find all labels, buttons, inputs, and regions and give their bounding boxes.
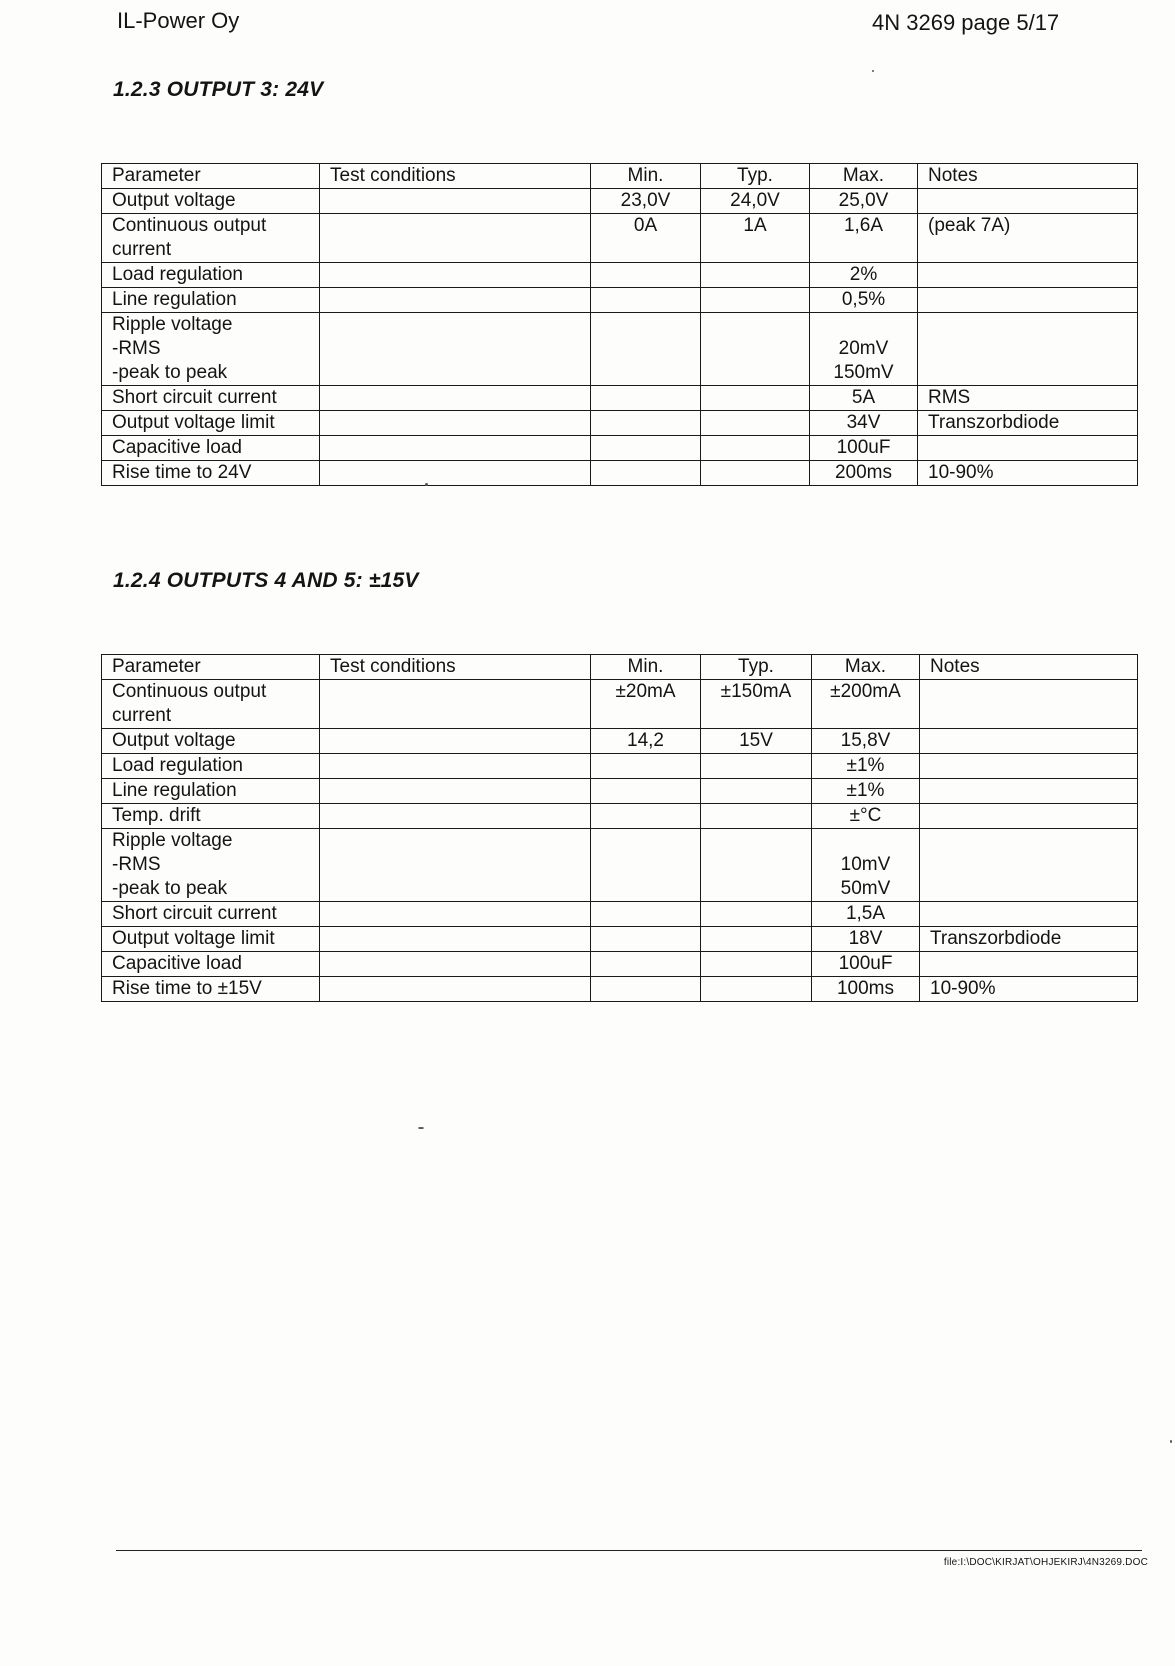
scan-speck (418, 1127, 424, 1129)
cell-max: 18V (812, 927, 920, 952)
cell-notes (918, 313, 1138, 386)
cell-parameter: Short circuit current (102, 386, 320, 411)
cell-typ (701, 927, 812, 952)
table-row (102, 680, 1138, 729)
cell-parameter: Output voltage limit (102, 411, 320, 436)
cell-min (591, 313, 701, 386)
cell-min (591, 804, 701, 829)
cell-conditions (320, 436, 591, 461)
section-title-outputs-4-5: 1.2.4 OUTPUTS 4 AND 5: ±15V (113, 569, 419, 592)
table-row (102, 386, 1138, 411)
column-header: Typ. (701, 655, 812, 680)
cell-max: 5A (810, 386, 918, 411)
footer-file-path: file:I:\DOC\KIRJAT\OHJEKIRJ\4N3269.DOC (943, 1557, 1148, 1568)
cell-notes (920, 729, 1138, 754)
cell-notes (918, 436, 1138, 461)
cell-max: 10mV 50mV (812, 829, 920, 902)
cell-notes (920, 829, 1138, 902)
cell-notes (920, 779, 1138, 804)
cell-typ (701, 313, 810, 386)
cell-max: ±200mA (812, 680, 920, 729)
cell-notes (920, 952, 1138, 977)
cell-typ (701, 461, 810, 486)
cell-parameter: Output voltage (102, 189, 320, 214)
cell-notes (920, 680, 1138, 729)
cell-max: 200ms (810, 461, 918, 486)
table-row (102, 436, 1138, 461)
cell-typ: ±150mA (701, 680, 812, 729)
cell-max: 0,5% (810, 288, 918, 313)
cell-parameter: Line regulation (102, 779, 320, 804)
table-row (102, 754, 1138, 779)
cell-conditions (320, 313, 591, 386)
table-row (102, 189, 1138, 214)
cell-notes: 10-90% (920, 977, 1138, 1002)
scan-speck (872, 70, 874, 72)
table-header-row (102, 164, 1138, 189)
cell-conditions (320, 263, 591, 288)
cell-notes (918, 288, 1138, 313)
cell-parameter: Load regulation (102, 754, 320, 779)
cell-notes: Transzorbdiode (920, 927, 1138, 952)
cell-max: 20mV 150mV (810, 313, 918, 386)
cell-max: ±°C (812, 804, 920, 829)
cell-min (591, 779, 701, 804)
table-row (102, 902, 1138, 927)
cell-typ: 1A (701, 214, 810, 263)
cell-min (591, 461, 701, 486)
cell-conditions (320, 288, 591, 313)
cell-notes: 10-90% (918, 461, 1138, 486)
cell-notes: (peak 7A) (918, 214, 1138, 263)
cell-parameter: Capacitive load (102, 952, 320, 977)
cell-conditions (320, 779, 591, 804)
cell-min (591, 386, 701, 411)
table-row (102, 263, 1138, 288)
company-name: IL-Power Oy (117, 8, 240, 33)
cell-min (591, 829, 701, 902)
table-row (102, 288, 1138, 313)
table-row (102, 214, 1138, 263)
cell-typ (701, 779, 812, 804)
cell-min (591, 902, 701, 927)
cell-parameter: Output voltage (102, 729, 320, 754)
cell-parameter: Ripple voltage -RMS -peak to peak (102, 313, 320, 386)
cell-conditions (320, 411, 591, 436)
cell-parameter: Line regulation (102, 288, 320, 313)
cell-typ (701, 902, 812, 927)
cell-typ (701, 829, 812, 902)
cell-typ (701, 263, 810, 288)
column-header: Test conditions (320, 164, 591, 189)
column-header: Min. (591, 164, 701, 189)
scan-speck (1170, 1440, 1172, 1443)
table-row (102, 829, 1138, 902)
cell-typ (701, 952, 812, 977)
cell-typ: 24,0V (701, 189, 810, 214)
cell-parameter: Capacitive load (102, 436, 320, 461)
spec-table-output-3 (101, 163, 1138, 486)
cell-min: 0A (591, 214, 701, 263)
spec-table-outputs-4-5 (101, 654, 1138, 1002)
cell-min (591, 952, 701, 977)
cell-notes (920, 804, 1138, 829)
cell-conditions (320, 386, 591, 411)
cell-notes: RMS (918, 386, 1138, 411)
table-row (102, 461, 1138, 486)
cell-notes: Transzorbdiode (918, 411, 1138, 436)
cell-conditions (320, 729, 591, 754)
cell-parameter: Continuous output current (102, 680, 320, 729)
table-header-row (102, 655, 1138, 680)
column-header: Parameter (102, 655, 320, 680)
cell-typ (701, 288, 810, 313)
cell-max: 25,0V (810, 189, 918, 214)
cell-conditions (320, 902, 591, 927)
cell-typ (701, 804, 812, 829)
column-header: Notes (920, 655, 1138, 680)
cell-parameter: Temp. drift (102, 804, 320, 829)
cell-min: 23,0V (591, 189, 701, 214)
cell-conditions (320, 189, 591, 214)
cell-typ (701, 977, 812, 1002)
cell-parameter: Rise time to ±15V (102, 977, 320, 1002)
cell-conditions (320, 461, 591, 486)
cell-parameter: Continuous output current (102, 214, 320, 263)
cell-conditions (320, 927, 591, 952)
cell-parameter: Rise time to 24V (102, 461, 320, 486)
column-header: Min. (591, 655, 701, 680)
cell-min (591, 754, 701, 779)
cell-max: 15,8V (812, 729, 920, 754)
cell-max: 34V (810, 411, 918, 436)
cell-min (591, 411, 701, 436)
cell-min (591, 927, 701, 952)
table-row (102, 313, 1138, 386)
column-header: Notes (918, 164, 1138, 189)
column-header: Parameter (102, 164, 320, 189)
table-row (102, 729, 1138, 754)
cell-typ: 15V (701, 729, 812, 754)
cell-typ (701, 436, 810, 461)
column-header: Typ. (701, 164, 810, 189)
cell-typ (701, 411, 810, 436)
table-row (102, 927, 1138, 952)
cell-typ (701, 754, 812, 779)
cell-min: 14,2 (591, 729, 701, 754)
cell-notes (920, 754, 1138, 779)
cell-conditions (320, 754, 591, 779)
cell-min (591, 263, 701, 288)
cell-min (591, 436, 701, 461)
cell-conditions (320, 952, 591, 977)
cell-max: 100uF (812, 952, 920, 977)
cell-parameter: Short circuit current (102, 902, 320, 927)
cell-parameter: Load regulation (102, 263, 320, 288)
column-header: Test conditions (320, 655, 591, 680)
table-row (102, 977, 1138, 1002)
cell-parameter: Output voltage limit (102, 927, 320, 952)
cell-max: 1,6A (810, 214, 918, 263)
table-row (102, 952, 1138, 977)
cell-notes (918, 189, 1138, 214)
cell-max: 100uF (810, 436, 918, 461)
cell-conditions (320, 680, 591, 729)
scan-speck (425, 483, 428, 486)
column-header: Max. (810, 164, 918, 189)
cell-max: 100ms (812, 977, 920, 1002)
cell-max: 1,5A (812, 902, 920, 927)
cell-min (591, 288, 701, 313)
table-row (102, 779, 1138, 804)
cell-conditions (320, 977, 591, 1002)
cell-notes (920, 902, 1138, 927)
table-row (102, 804, 1138, 829)
cell-max: ±1% (812, 754, 920, 779)
cell-conditions (320, 804, 591, 829)
cell-parameter: Ripple voltage -RMS -peak to peak (102, 829, 320, 902)
cell-max: 2% (810, 263, 918, 288)
table-row (102, 411, 1138, 436)
column-header: Max. (812, 655, 920, 680)
cell-conditions (320, 829, 591, 902)
cell-max: ±1% (812, 779, 920, 804)
section-title-output-3: 1.2.3 OUTPUT 3: 24V (113, 78, 324, 101)
cell-conditions (320, 214, 591, 263)
page-reference: 4N 3269 page 5/17 (872, 10, 1060, 35)
footer-divider (116, 1550, 1142, 1551)
cell-typ (701, 386, 810, 411)
cell-min: ±20mA (591, 680, 701, 729)
cell-notes (918, 263, 1138, 288)
cell-min (591, 977, 701, 1002)
